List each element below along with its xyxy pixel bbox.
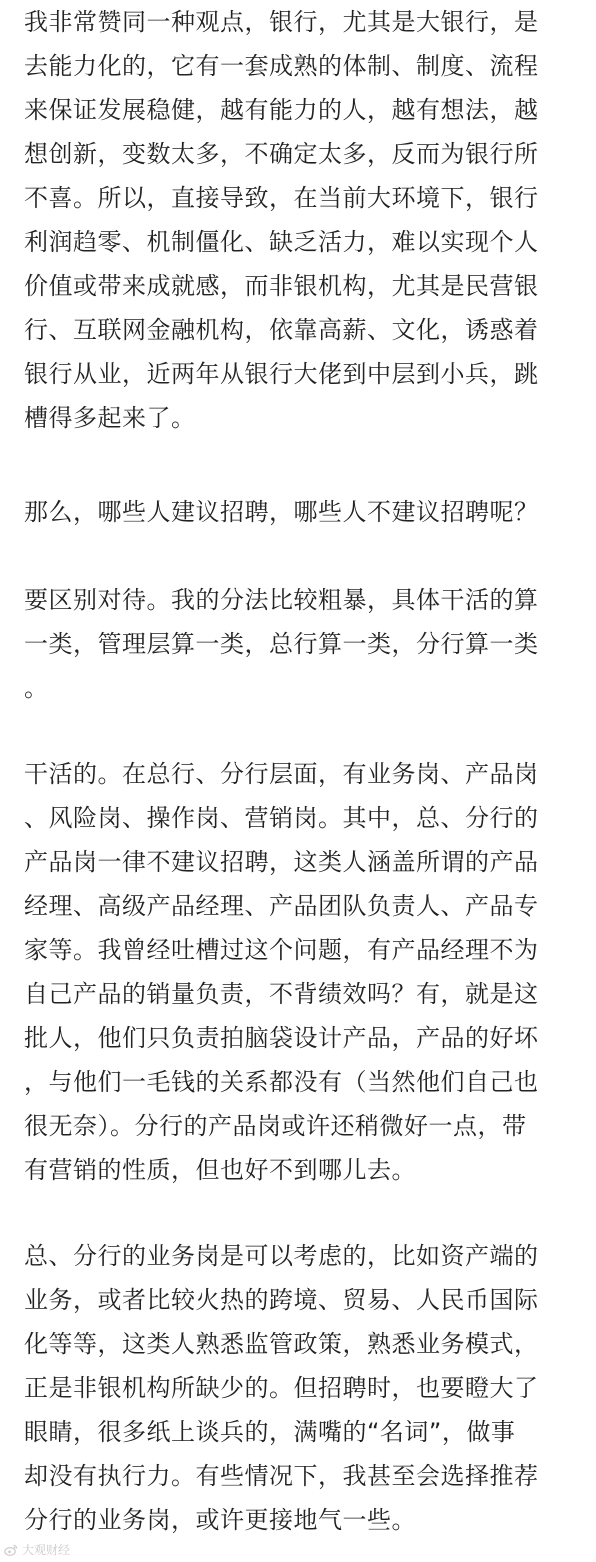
text-line: 来保证发展稳健，越有能力的人，越有想法，越 [24, 96, 539, 124]
text-line: 槽得多起来了。 [24, 404, 196, 432]
text-line: 一类，管理层算一类，总行算一类，分行算一类 [24, 630, 539, 658]
text-line: 化等等，这类人熟悉监管政策，熟悉业务模式， [24, 1330, 539, 1358]
text-line: 去能力化的，它有一套成熟的体制、制度、流程 [24, 52, 539, 80]
text-line: 要区别对待。我的分法比较粗暴，具体干活的算 [24, 586, 539, 614]
text-line: 有营销的性质，但也好不到哪儿去。 [24, 1156, 416, 1184]
text-line: 很无奈）。分行的产品岗或许还稍微好一点，带 [24, 1112, 527, 1140]
text-line: 却没有执行力。有些情况下，我甚至会选择推荐 [24, 1462, 539, 1490]
text-line: 产品岗一律不建议招聘，这类人涵盖所谓的产品 [24, 848, 539, 876]
text-line: 。 [24, 674, 49, 702]
paragraph [24, 490, 584, 534]
text-line: 正是非银机构所缺少的。但招聘时，也要瞪大了 [24, 1374, 539, 1402]
paragraph [24, 0, 584, 440]
text-line: 家等。我曾经吐槽过这个问题，有产品经理不为 [24, 936, 539, 964]
text-line: 想创新，变数太多，不确定太多，反而为银行所 [24, 140, 539, 168]
text-line: 行、互联网金融机构，依靠高薪、文化，诱惑着 [24, 316, 539, 344]
text-line: 总、分行的业务岗是可以考虑的，比如资产端的 [24, 1242, 539, 1270]
text-line: ，与他们一毛钱的关系都没有（当然他们自己也 [24, 1068, 539, 1096]
text-line: 眼睛，很多纸上谈兵的，满嘴的“名词”，做事 [24, 1418, 516, 1446]
text-line: 利润趋零、机制僵化、缺乏活力，难以实现个人 [24, 228, 539, 256]
text-line: 干活的。在总行、分行层面，有业务岗、产品岗 [24, 760, 539, 788]
text-line: 、风险岗、操作岗、营销岗。其中，总、分行的 [24, 804, 539, 832]
text-line: 分行的业务岗，或许更接地气一些。 [24, 1506, 416, 1534]
text-line: 银行从业，近两年从银行大佬到中层到小兵，跳 [24, 360, 539, 388]
text-line: 经理、高级产品经理、产品团队负责人、产品专 [24, 892, 539, 920]
watermark [4, 1540, 70, 1560]
text-line: 那么，哪些人建议招聘，哪些人不建议招聘呢？ [24, 498, 539, 526]
text-line: 自己产品的销量负责，不背绩效吗？有，就是这 [24, 980, 539, 1008]
paragraph [24, 1234, 584, 1542]
text-line: 价值或带来成就感，而非银机构，尤其是民营银 [24, 272, 539, 300]
text-line: 不喜。所以，直接导致，在当前大环境下，银行 [24, 184, 539, 212]
weibo-logo-icon [4, 1543, 18, 1557]
paragraph [24, 578, 584, 710]
paragraph [24, 752, 584, 1192]
text-line: 业务，或者比较火热的跨境、贸易、人民币国际 [24, 1286, 539, 1314]
watermark-text: 大观财经 [22, 1543, 71, 1557]
text-line: 批人，他们只负责拍脑袋设计产品，产品的好坏 [24, 1024, 539, 1052]
text-line: 我非常赞同一种观点，银行，尤其是大银行，是 [24, 8, 539, 36]
